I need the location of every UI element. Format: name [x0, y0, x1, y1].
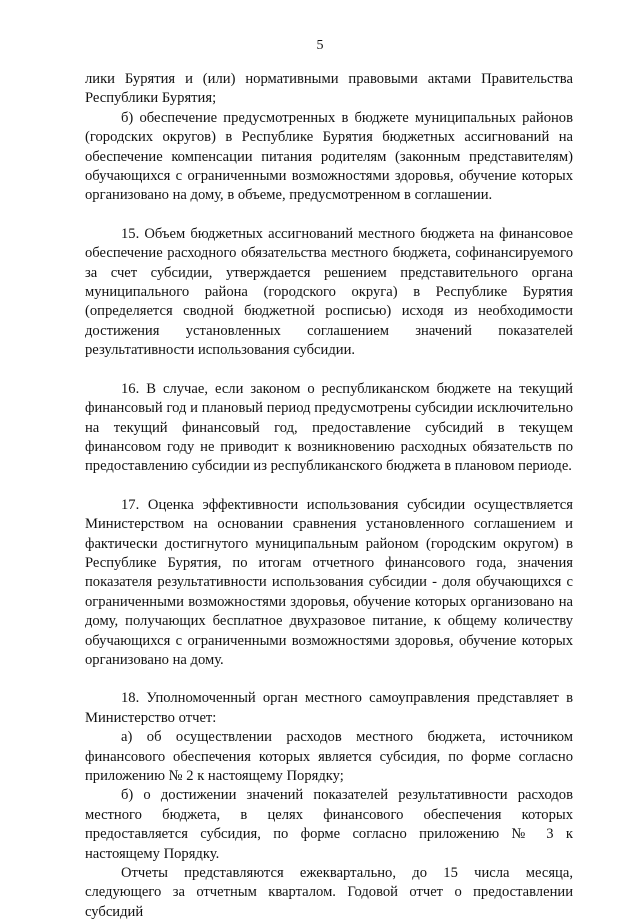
paragraph-reports: Отчеты представляются ежеквартально, до 15 числа месяца, следующего за отчетным кварталом. Годовой отчет о предоставлении субсидий — [85, 865, 573, 920]
paragraph-18-item-a: а) об осуществлении расходов местного бюджета, источником финансового обеспечения которых является субсидия, по форме согласно приложению № 2 к настоящему Порядку; — [85, 729, 573, 784]
document-body — [85, 70, 573, 922]
paragraph-17: 17. Оценка эффективности использования субсидии осуществляется Министерством на основании сравнения установленного соглашением и фактически достигнутого муниципальным районом (городским округом) в Республике Бурятия, по итогам отчетного финансового года, значения показателя результативности использования субсидии - доля обучающихся с ограниченными возможностями здоровья, обучение которых организовано на дому, получающих бесплатное двухразовое питание, к общему количеству обучающихся с ограниченными возможностями здоровья, обучение которых организовано на дому. — [85, 496, 573, 668]
paragraph-item-b: б) обеспечение предусмотренных в бюджете муниципальных районов (городских округов) в Республике Бурятия бюджетных ассигнований на обеспечение компенсации питания родителям (законным представителям) обучающихся с ограниченными возможностями здоровья, обучение которых организовано на дому, в объеме, предусмотренном в соглашении. — [85, 109, 573, 204]
page-number: 5 — [316, 38, 324, 53]
paragraph-16: 16. В случае, если законом о республиканском бюджете на текущий финансовый год и плановый период предусмотрены субсидии исключительно на текущий финансовый год, предоставление субсидий в текущем финансовом году не приводит к возникновению расходных обязательств по предоставлению субсидии из республиканского бюджета в плановом периоде. — [85, 380, 573, 475]
paragraph-continuation: лики Бурятия и (или) нормативными правовыми актами Правительства Республики Бурятия; — [85, 71, 573, 107]
paragraph-18-item-b: б) о достижении значений показателей результативности расходов местного бюджета, в целях финансового обеспечения которых предоставляется субсидия, по форме согласно приложению № 3 к настоящему Порядку. — [85, 787, 573, 862]
paragraph-15: 15. Объем бюджетных ассигнований местного бюджета на финансовое обеспечение расходного обязательства местного бюджета, софинансируемого за счет субсидии, утверждается решением представительного органа муниципального района (городского округа) в Республике Бурятия (определяется сводной бюджетной росписью) исходя из необходимости достижения установленных соглашением значений показателей результативности использования субсидии. — [85, 225, 573, 359]
paragraph-18: 18. Уполномоченный орган местного самоуправления представляет в Министерство отчет: — [85, 690, 573, 726]
